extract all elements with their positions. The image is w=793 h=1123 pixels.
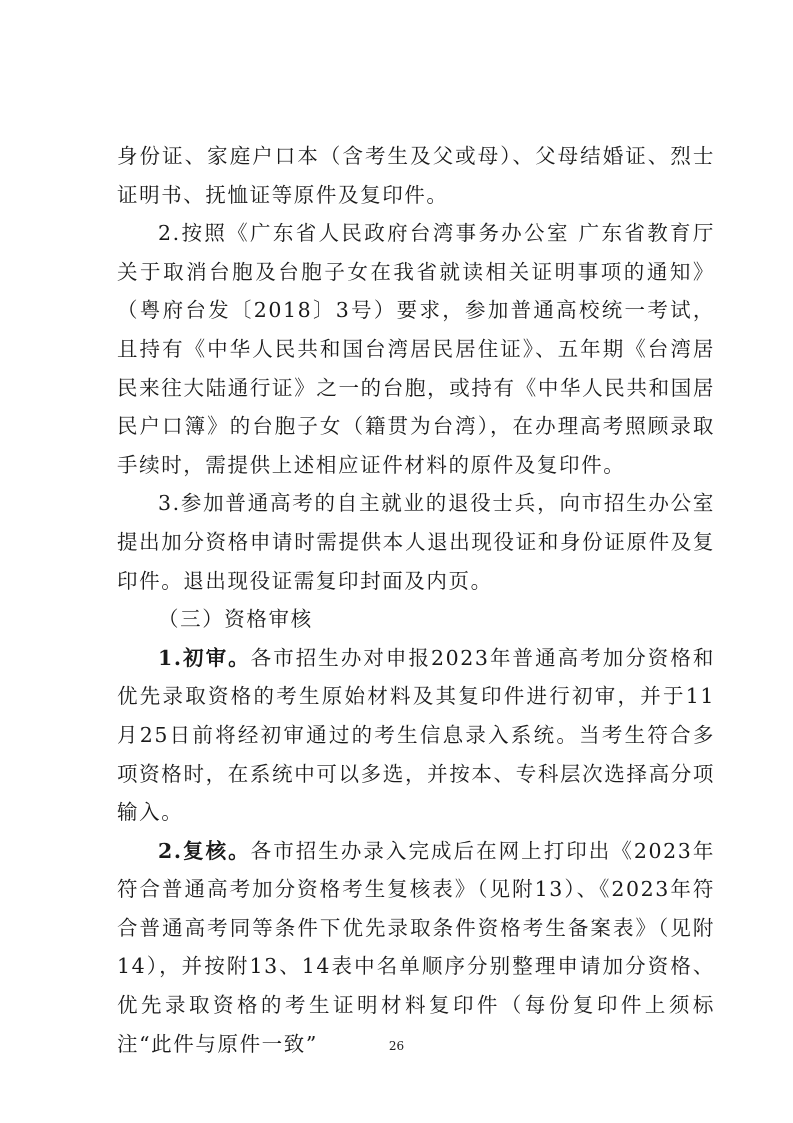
paragraph-3	[117, 484, 715, 600]
paragraph-recheck-text: 各市招生办录入完成后在网上打印出《2023年符合普通高考加分资格考生复核表》（见附13）、《2023年符合普通高考同等条件下优先录取条件资格考生备案表》（见附14），并按附13、14表中名单顺序分别整理申请加分资格、优先录取资格的考生证明材料复印件（每份复印件上须标注“此件与原件一致”	[117, 838, 715, 1056]
paragraph-initial-review-lead: 1.初审。	[158, 645, 251, 670]
paragraph-1	[117, 137, 715, 214]
paragraph-recheck-lead: 2.复核。	[158, 838, 251, 863]
document-body	[117, 137, 715, 1063]
section-heading	[117, 600, 715, 639]
section-heading-text: （三）资格审核	[158, 607, 313, 632]
paragraph-initial-review-text: 各市招生办对申报2023年普通高考加分资格和优先录取资格的考生原始材料及其复印件进行初审，并于11月25日前将经初审通过的考生信息录入系统。当考生符合多项资格时，在系统中可以多选，并按本、专科层次选择高分项输入。	[117, 645, 715, 825]
paragraph-2-text: 2.按照《广东省人民政府台湾事务办公室 广东省教育厅关于取消台胞及台胞子女在我省就读相关证明事项的通知》（粤府台发〔2018〕3号）要求，参加普通高校统一考试，且持有《中华人民共和国台湾居民居住证》、五年期《台湾居民来往大陆通行证》之一的台胞，或持有《中华人民共和国居民户口簿》的台胞子女（籍贯为台湾），在办理高考照顾录取手续时，需提供上述相应证件材料的原件及复印件。	[117, 221, 715, 477]
paragraph-1-text: 身份证、家庭户口本（含考生及父或母）、父母结婚证、烈士证明书、抚恤证等原件及复印件。	[117, 144, 715, 207]
paragraph-2	[117, 214, 715, 484]
paragraph-recheck	[117, 832, 715, 1064]
paragraph-3-text: 3.参加普通高考的自主就业的退役士兵，向市招生办公室提出加分资格申请时需提供本人退出现役证和身份证原件及复印件。退出现役证需复印封面及内页。	[117, 491, 715, 593]
page-number: 26	[388, 1039, 405, 1053]
paragraph-initial-review	[117, 639, 715, 832]
